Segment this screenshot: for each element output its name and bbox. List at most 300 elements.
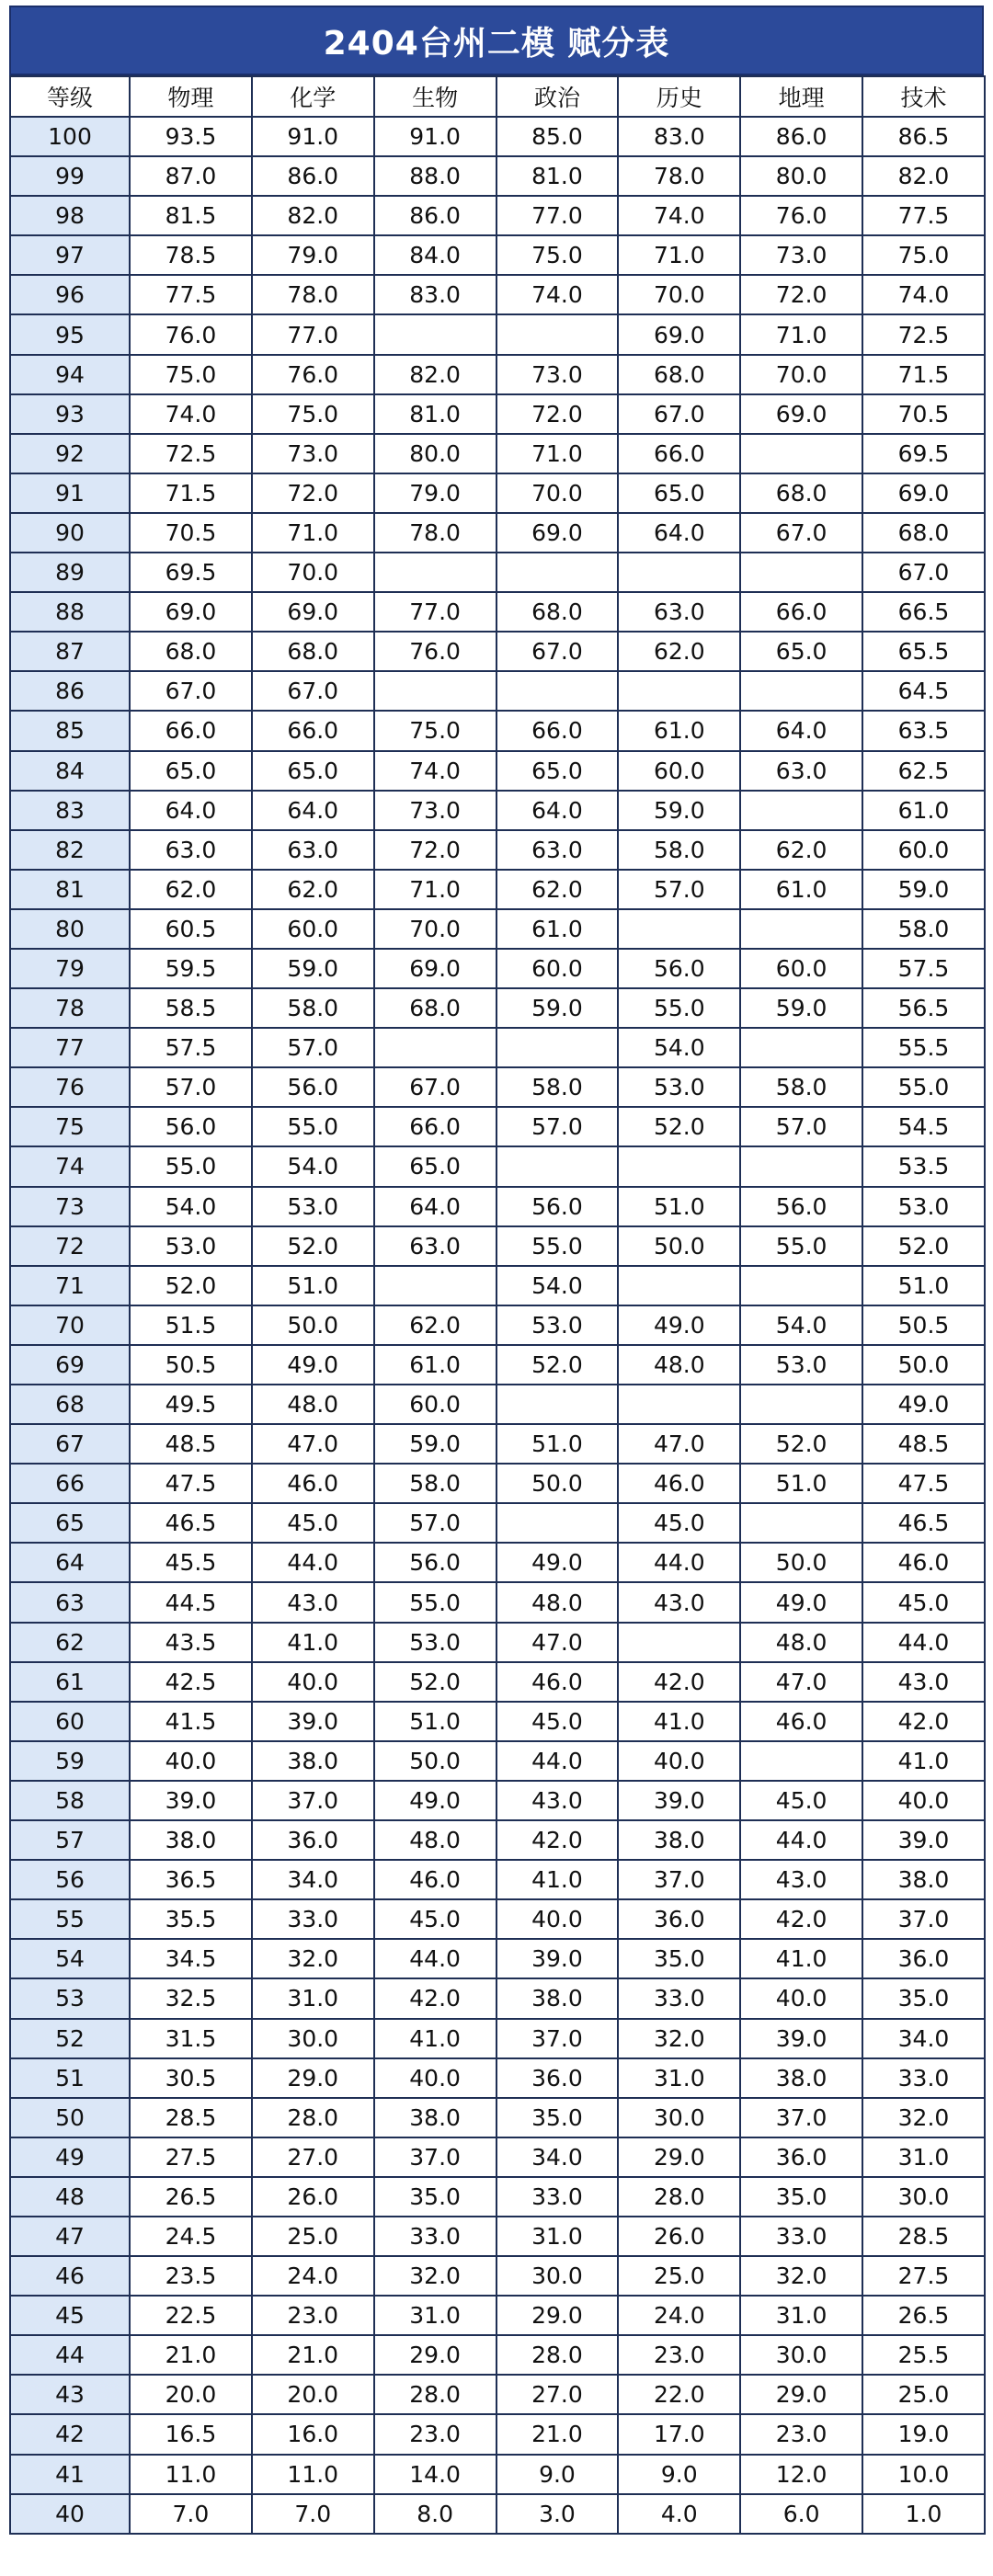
score-cell: [618, 1385, 740, 1424]
score-cell: 47.0: [740, 1662, 862, 1702]
score-cell: 56.5: [862, 988, 985, 1028]
score-cell: 47.0: [618, 1424, 740, 1464]
score-cell: 78.0: [618, 156, 740, 196]
score-cell: 75.0: [252, 394, 374, 434]
score-cell: 55.0: [496, 1226, 619, 1266]
score-cell: 63.0: [618, 592, 740, 632]
score-cell: 40.0: [374, 2058, 496, 2098]
score-cell: 67.0: [618, 394, 740, 434]
score-cell: 52.0: [740, 1424, 862, 1464]
score-cell: [496, 1385, 619, 1424]
score-cell: 39.0: [496, 1939, 619, 1978]
score-cell: 41.0: [374, 2019, 496, 2058]
grade-cell: 67: [10, 1424, 130, 1464]
score-cell: 46.0: [862, 1543, 985, 1582]
score-cell: 69.0: [496, 513, 619, 553]
score-cell: 50.0: [252, 1305, 374, 1345]
grade-cell: 43: [10, 2375, 130, 2414]
score-cell: 50.5: [862, 1305, 985, 1345]
score-cell: 72.0: [740, 275, 862, 314]
score-cell: 63.0: [130, 830, 252, 870]
table-row: [10, 1662, 985, 1702]
score-cell: 30.0: [496, 2256, 619, 2296]
score-cell: 65.0: [130, 751, 252, 791]
score-cell: 37.0: [862, 1899, 985, 1939]
score-cell: 55.5: [862, 1028, 985, 1067]
score-cell: 77.0: [496, 196, 619, 235]
score-cell: 59.0: [862, 870, 985, 909]
score-cell: 32.0: [862, 2098, 985, 2137]
grade-cell: 75: [10, 1107, 130, 1146]
score-cell: 43.0: [618, 1582, 740, 1622]
score-cell: 40.0: [862, 1781, 985, 1820]
score-cell: 35.0: [374, 2177, 496, 2217]
score-cell: 33.0: [252, 1899, 374, 1939]
score-cell: 59.0: [252, 949, 374, 988]
score-cell: 69.0: [740, 394, 862, 434]
score-cell: 57.5: [130, 1028, 252, 1067]
grade-cell: 68: [10, 1385, 130, 1424]
score-cell: 73.0: [252, 434, 374, 473]
column-header: 技术: [862, 76, 985, 117]
score-cell: 50.0: [618, 1226, 740, 1266]
score-cell: [374, 1028, 496, 1067]
table-row: [10, 1978, 985, 2018]
table-row: [10, 1939, 985, 1978]
score-cell: 29.0: [252, 2058, 374, 2098]
grade-cell: 70: [10, 1305, 130, 1345]
score-cell: 60.0: [252, 909, 374, 949]
score-cell: 42.0: [496, 1820, 619, 1860]
table-row: [10, 1582, 985, 1622]
score-cell: 57.5: [862, 949, 985, 988]
score-cell: 22.5: [130, 2296, 252, 2335]
score-conversion-sheet: [9, 0, 984, 2535]
score-cell: 27.0: [252, 2137, 374, 2177]
score-cell: 67.0: [130, 671, 252, 711]
score-cell: 72.0: [496, 394, 619, 434]
score-cell: 69.5: [130, 553, 252, 592]
grade-cell: 45: [10, 2296, 130, 2335]
score-cell: 69.5: [862, 434, 985, 473]
score-cell: 66.0: [740, 592, 862, 632]
score-cell: 86.0: [374, 196, 496, 235]
score-cell: 33.0: [740, 2217, 862, 2256]
grade-cell: 49: [10, 2137, 130, 2177]
table-row: [10, 1899, 985, 1939]
score-cell: 56.0: [740, 1187, 862, 1226]
score-cell: [740, 1028, 862, 1067]
score-cell: 58.5: [130, 988, 252, 1028]
score-cell: 53.0: [618, 1067, 740, 1107]
score-cell: 58.0: [862, 909, 985, 949]
score-cell: 68.0: [496, 592, 619, 632]
grade-cell: 63: [10, 1582, 130, 1622]
score-cell: 39.0: [618, 1781, 740, 1820]
score-cell: 65.0: [740, 632, 862, 671]
score-cell: 75.0: [496, 235, 619, 275]
grade-cell: 77: [10, 1028, 130, 1067]
score-cell: 77.5: [862, 196, 985, 235]
grade-cell: 65: [10, 1503, 130, 1543]
score-cell: 21.0: [496, 2414, 619, 2454]
score-cell: 29.0: [374, 2335, 496, 2375]
score-cell: 76.0: [374, 632, 496, 671]
score-cell: 35.5: [130, 1899, 252, 1939]
score-cell: 85.0: [496, 117, 619, 156]
score-cell: 74.0: [618, 196, 740, 235]
table-row: [10, 1187, 985, 1226]
table-row: [10, 1503, 985, 1543]
score-cell: 38.0: [740, 2058, 862, 2098]
score-cell: 48.0: [252, 1385, 374, 1424]
score-cell: 28.0: [374, 2375, 496, 2414]
score-cell: 31.0: [740, 2296, 862, 2335]
score-cell: 69.0: [618, 314, 740, 354]
score-cell: 9.0: [618, 2455, 740, 2494]
table-row: [10, 1028, 985, 1067]
grade-cell: 42: [10, 2414, 130, 2454]
table-row: [10, 513, 985, 553]
score-cell: [496, 314, 619, 354]
score-cell: 41.0: [618, 1702, 740, 1741]
score-cell: 29.0: [496, 2296, 619, 2335]
score-cell: 63.0: [740, 751, 862, 791]
table-row: [10, 2058, 985, 2098]
score-cell: 67.0: [496, 632, 619, 671]
grade-cell: 73: [10, 1187, 130, 1226]
score-cell: [496, 553, 619, 592]
score-cell: 64.0: [130, 791, 252, 830]
score-cell: 65.0: [496, 751, 619, 791]
score-cell: 37.0: [618, 1860, 740, 1899]
score-cell: 42.0: [374, 1978, 496, 2018]
score-cell: 36.0: [252, 1820, 374, 1860]
score-cell: 25.5: [862, 2335, 985, 2375]
score-cell: 28.5: [862, 2217, 985, 2256]
score-cell: [374, 314, 496, 354]
score-cell: 70.0: [618, 275, 740, 314]
score-cell: 71.5: [130, 473, 252, 513]
score-cell: 64.0: [496, 791, 619, 830]
score-cell: 44.0: [496, 1741, 619, 1781]
score-cell: 9.0: [496, 2455, 619, 2494]
score-cell: 50.0: [496, 1464, 619, 1503]
score-cell: 68.0: [252, 632, 374, 671]
table-row: [10, 2137, 985, 2177]
grade-cell: 81: [10, 870, 130, 909]
score-cell: 82.0: [252, 196, 374, 235]
score-cell: 49.5: [130, 1385, 252, 1424]
score-cell: 59.0: [496, 988, 619, 1028]
grade-cell: 84: [10, 751, 130, 791]
table-row: [10, 711, 985, 750]
score-cell: 73.0: [374, 791, 496, 830]
score-cell: 42.5: [130, 1662, 252, 1702]
score-cell: [740, 1503, 862, 1543]
score-cell: 30.5: [130, 2058, 252, 2098]
score-cell: 21.0: [252, 2335, 374, 2375]
score-cell: 28.0: [252, 2098, 374, 2137]
score-cell: 39.0: [130, 1781, 252, 1820]
score-cell: 83.0: [374, 275, 496, 314]
grade-cell: 82: [10, 830, 130, 870]
score-cell: 50.5: [130, 1345, 252, 1385]
table-row: [10, 1820, 985, 1860]
score-cell: 31.0: [496, 2217, 619, 2256]
score-cell: 11.0: [252, 2455, 374, 2494]
score-cell: 53.0: [862, 1187, 985, 1226]
score-cell: 6.0: [740, 2494, 862, 2534]
table-row: [10, 1146, 985, 1186]
score-cell: 38.0: [374, 2098, 496, 2137]
score-cell: 78.0: [252, 275, 374, 314]
score-cell: 64.0: [740, 711, 862, 750]
score-cell: [374, 1266, 496, 1305]
score-cell: 78.5: [130, 235, 252, 275]
score-cell: 56.0: [130, 1107, 252, 1146]
score-cell: 62.0: [374, 1305, 496, 1345]
score-cell: 46.0: [740, 1702, 862, 1741]
score-cell: 50.0: [740, 1543, 862, 1582]
score-cell: 41.0: [740, 1939, 862, 1978]
score-cell: 74.0: [862, 275, 985, 314]
grade-cell: 95: [10, 314, 130, 354]
score-cell: 45.0: [496, 1702, 619, 1741]
score-cell: 46.0: [252, 1464, 374, 1503]
score-cell: 28.0: [496, 2335, 619, 2375]
score-cell: 22.0: [618, 2375, 740, 2414]
score-cell: 54.0: [130, 1187, 252, 1226]
score-cell: 40.0: [740, 1978, 862, 2018]
grade-cell: 56: [10, 1860, 130, 1899]
score-cell: 32.0: [252, 1939, 374, 1978]
score-cell: 66.5: [862, 592, 985, 632]
score-cell: 60.0: [740, 949, 862, 988]
score-cell: 76.0: [740, 196, 862, 235]
table-row: [10, 1623, 985, 1662]
score-cell: 34.0: [862, 2019, 985, 2058]
score-cell: [740, 671, 862, 711]
score-cell: 33.0: [496, 2177, 619, 2217]
score-cell: 70.0: [740, 355, 862, 394]
score-cell: 53.5: [862, 1146, 985, 1186]
score-cell: 29.0: [740, 2375, 862, 2414]
score-cell: 47.5: [862, 1464, 985, 1503]
score-cell: 23.0: [740, 2414, 862, 2454]
score-cell: 61.0: [374, 1345, 496, 1385]
table-row: [10, 2177, 985, 2217]
score-cell: 49.0: [618, 1305, 740, 1345]
score-cell: 11.0: [130, 2455, 252, 2494]
score-cell: 39.0: [862, 1820, 985, 1860]
grade-cell: 64: [10, 1543, 130, 1582]
score-cell: 30.0: [618, 2098, 740, 2137]
score-cell: 45.5: [130, 1543, 252, 1582]
table-title: 2404台州二模 赋分表: [9, 6, 984, 75]
table-row: [10, 2494, 985, 2534]
score-cell: 28.5: [130, 2098, 252, 2137]
table-body: [10, 117, 985, 2534]
score-cell: 3.0: [496, 2494, 619, 2534]
score-cell: 82.0: [862, 156, 985, 196]
score-cell: 68.0: [862, 513, 985, 553]
score-cell: 40.0: [496, 1899, 619, 1939]
score-cell: 72.0: [374, 830, 496, 870]
score-cell: [740, 909, 862, 949]
score-cell: 41.0: [862, 1741, 985, 1781]
score-cell: 44.0: [374, 1939, 496, 1978]
score-cell: 12.0: [740, 2455, 862, 2494]
score-cell: [740, 1385, 862, 1424]
score-cell: 73.0: [496, 355, 619, 394]
score-cell: 38.0: [862, 1860, 985, 1899]
score-cell: 66.0: [496, 711, 619, 750]
grade-cell: 48: [10, 2177, 130, 2217]
score-cell: [496, 1146, 619, 1186]
score-cell: 83.0: [618, 117, 740, 156]
score-cell: 36.0: [862, 1939, 985, 1978]
score-cell: 65.0: [374, 1146, 496, 1186]
score-cell: 57.0: [740, 1107, 862, 1146]
score-cell: 91.0: [374, 117, 496, 156]
score-cell: 39.0: [252, 1702, 374, 1741]
score-cell: 29.0: [618, 2137, 740, 2177]
score-cell: 7.0: [252, 2494, 374, 2534]
table-row: [10, 473, 985, 513]
score-cell: [618, 1146, 740, 1186]
score-cell: 50.0: [862, 1345, 985, 1385]
score-cell: 61.0: [618, 711, 740, 750]
score-cell: 26.0: [252, 2177, 374, 2217]
score-cell: 30.0: [862, 2177, 985, 2217]
grade-cell: 58: [10, 1781, 130, 1820]
score-cell: 36.0: [496, 2058, 619, 2098]
score-cell: 46.0: [496, 1662, 619, 1702]
grade-cell: 99: [10, 156, 130, 196]
grade-cell: 78: [10, 988, 130, 1028]
score-cell: 23.0: [618, 2335, 740, 2375]
score-cell: 57.0: [618, 870, 740, 909]
score-cell: 53.0: [374, 1623, 496, 1662]
score-cell: 81.5: [130, 196, 252, 235]
grade-cell: 74: [10, 1146, 130, 1186]
score-cell: 68.0: [374, 988, 496, 1028]
table-row: [10, 632, 985, 671]
grade-cell: 96: [10, 275, 130, 314]
table-row: [10, 1067, 985, 1107]
score-cell: 71.0: [740, 314, 862, 354]
score-cell: 10.0: [862, 2455, 985, 2494]
table-row: [10, 1702, 985, 1741]
score-cell: 76.0: [130, 314, 252, 354]
grade-cell: 85: [10, 711, 130, 750]
score-cell: [618, 1266, 740, 1305]
score-cell: 34.0: [496, 2137, 619, 2177]
score-cell: 32.0: [740, 2256, 862, 2296]
score-cell: 44.0: [252, 1543, 374, 1582]
score-cell: 54.5: [862, 1107, 985, 1146]
score-cell: 38.0: [252, 1741, 374, 1781]
score-cell: 44.0: [618, 1543, 740, 1582]
score-cell: 53.0: [130, 1226, 252, 1266]
score-cell: 93.5: [130, 117, 252, 156]
score-cell: 80.0: [740, 156, 862, 196]
score-cell: 70.0: [496, 473, 619, 513]
score-cell: 4.0: [618, 2494, 740, 2534]
column-header: 地理: [740, 76, 862, 117]
score-cell: 57.0: [130, 1067, 252, 1107]
score-cell: 49.0: [252, 1345, 374, 1385]
score-cell: 54.0: [496, 1266, 619, 1305]
score-cell: 17.0: [618, 2414, 740, 2454]
table-row: [10, 1226, 985, 1266]
grade-cell: 50: [10, 2098, 130, 2137]
score-cell: 65.5: [862, 632, 985, 671]
score-cell: 46.0: [618, 1464, 740, 1503]
score-cell: 60.0: [862, 830, 985, 870]
grade-cell: 53: [10, 1978, 130, 2018]
score-cell: 7.0: [130, 2494, 252, 2534]
score-cell: [618, 909, 740, 949]
score-cell: 35.0: [862, 1978, 985, 2018]
score-cell: 52.0: [862, 1226, 985, 1266]
score-cell: 59.0: [374, 1424, 496, 1464]
score-cell: 62.0: [496, 870, 619, 909]
grade-cell: 62: [10, 1623, 130, 1662]
score-cell: 82.0: [374, 355, 496, 394]
grade-cell: 98: [10, 196, 130, 235]
score-cell: 58.0: [252, 988, 374, 1028]
score-cell: 76.0: [252, 355, 374, 394]
grade-cell: 55: [10, 1899, 130, 1939]
score-cell: 60.5: [130, 909, 252, 949]
grade-cell: 88: [10, 592, 130, 632]
score-cell: 46.5: [862, 1503, 985, 1543]
score-cell: 48.0: [496, 1582, 619, 1622]
grade-cell: 66: [10, 1464, 130, 1503]
score-cell: 33.0: [862, 2058, 985, 2098]
score-cell: 80.0: [374, 434, 496, 473]
score-cell: 55.0: [252, 1107, 374, 1146]
grade-cell: 44: [10, 2335, 130, 2375]
score-cell: 36.0: [618, 1899, 740, 1939]
table-row: [10, 830, 985, 870]
score-cell: 34.0: [252, 1860, 374, 1899]
score-cell: 40.0: [618, 1741, 740, 1781]
score-cell: 58.0: [374, 1464, 496, 1503]
score-cell: 60.0: [618, 751, 740, 791]
score-cell: 51.0: [496, 1424, 619, 1464]
score-cell: 57.0: [496, 1107, 619, 1146]
score-cell: [740, 434, 862, 473]
score-cell: 69.0: [374, 949, 496, 988]
score-cell: 63.0: [374, 1226, 496, 1266]
table-row: [10, 1424, 985, 1464]
score-cell: 41.0: [496, 1860, 619, 1899]
score-cell: 59.0: [618, 791, 740, 830]
score-cell: 63.0: [252, 830, 374, 870]
table-row: [10, 1345, 985, 1385]
score-cell: 45.0: [252, 1503, 374, 1543]
score-cell: 24.5: [130, 2217, 252, 2256]
score-cell: 71.0: [496, 434, 619, 473]
table-row: [10, 355, 985, 394]
score-cell: 56.0: [496, 1187, 619, 1226]
score-cell: 62.0: [618, 632, 740, 671]
score-cell: 58.0: [740, 1067, 862, 1107]
score-cell: 40.0: [130, 1741, 252, 1781]
